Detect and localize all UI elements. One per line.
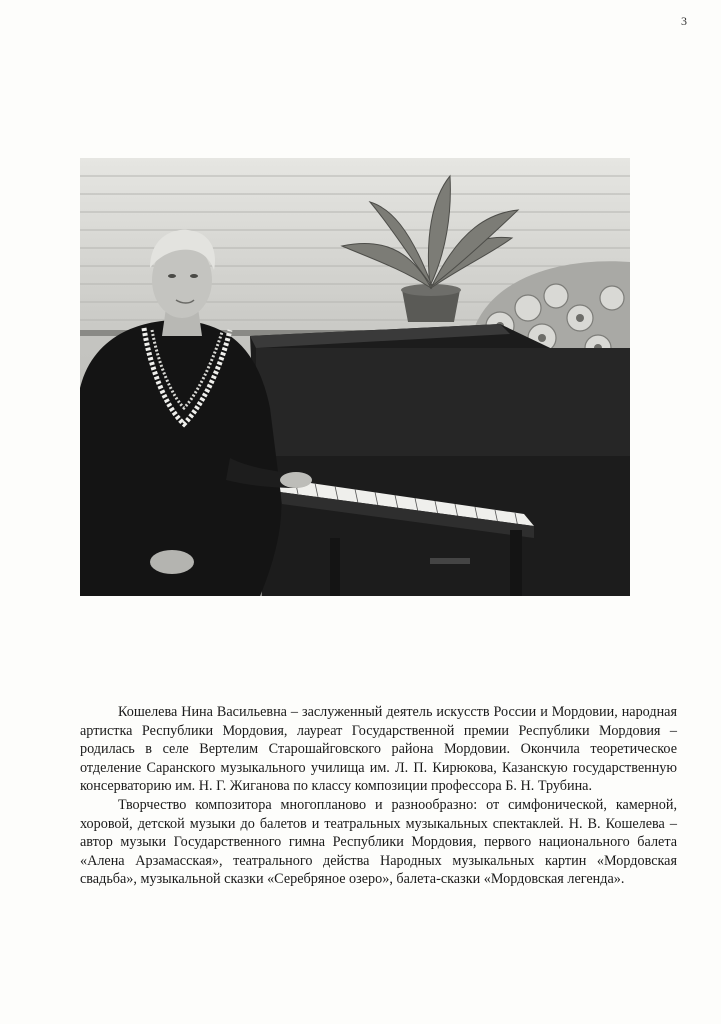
paragraph-works: Творчество композитора многопланово и разнообразно: от симфонической, камерной, хоровой, детской музыки до балетов и театральных музыкальных спектаклей. Н. В. Кошелева – автор музыки Государственного гимна Республики Мордовия, первого национального балета «Алена Арзамасская», театрального действа Народных музыкальных картин «Мордовская свадьба», музыкальной сказки «Серебряное озеро», балета-сказки «Мордовская легенда». (80, 796, 677, 888)
page-number: 3 (681, 14, 687, 28)
body-text (80, 703, 677, 889)
portrait-photo (80, 158, 630, 596)
grand-piano (250, 324, 630, 596)
paragraph-biography: Кошелева Нина Васильевна – заслуженный деятель искусств России и Мордовии, народная артистка Республики Мордовия, лауреат Государственной премии Республики Мордовия – родилась в селе Вертелим Старошайговского района Мордовии. Окончила теоретическое отделение Саранского музыкального училища им. Л. П. Кирюкова, Казанскую государственную консерваторию им. Н. Г. Жиганова по классу композиции профессора Б. Н. Трубина. (80, 704, 677, 795)
